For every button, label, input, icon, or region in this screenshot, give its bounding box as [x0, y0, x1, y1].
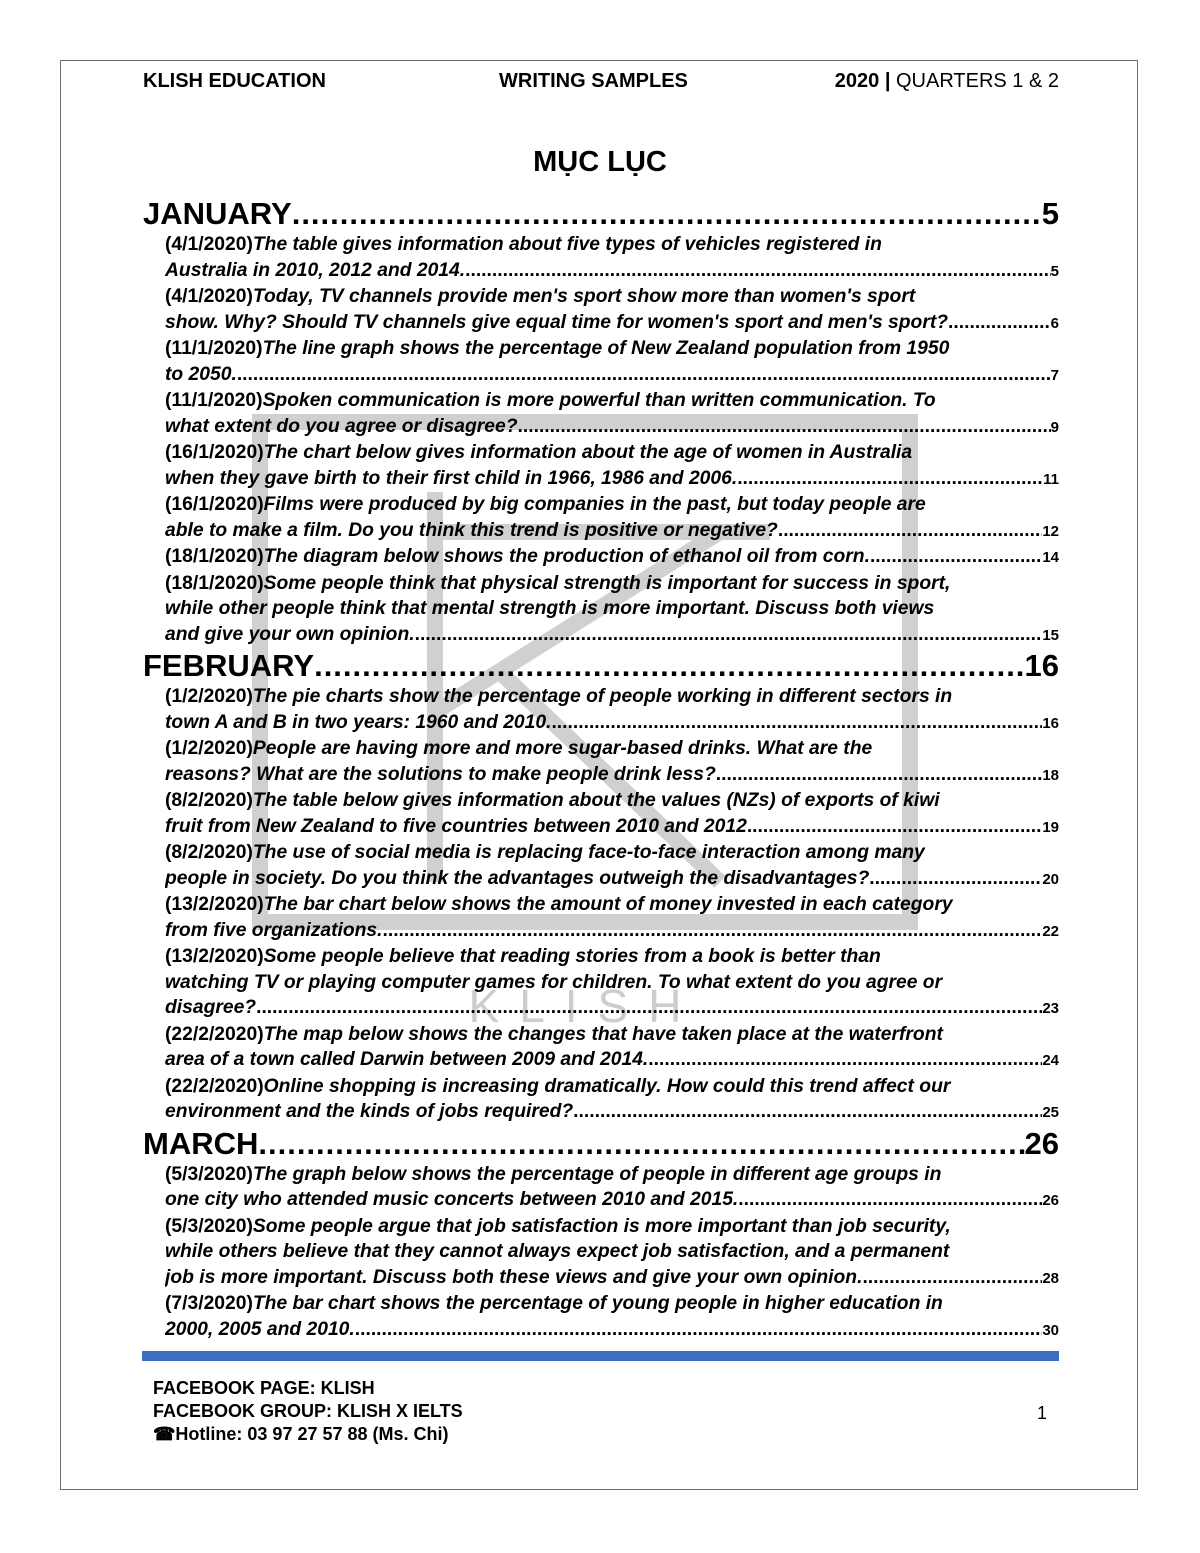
table-of-contents — [143, 196, 1059, 1343]
toc-month-heading[interactable] — [143, 196, 1059, 232]
toc-entry-text: while others believe that they cannot always expect job satisfaction, and a permanent — [165, 1241, 950, 1262]
toc-dot-leader — [256, 995, 1042, 1021]
toc-entry-text: The line graph shows the percentage of New Zealand population from 1950 — [262, 338, 950, 359]
toc-entry-date: (18/1/2020) — [165, 572, 264, 594]
toc-entry-line — [165, 710, 1059, 737]
toc-section — [143, 196, 1059, 648]
toc-dot-leader — [292, 196, 1042, 232]
toc-dot-leader — [862, 1265, 1042, 1291]
toc-entry-line — [165, 1099, 1059, 1126]
toc-entry-line — [165, 736, 1059, 762]
header-year: 2020 | — [834, 70, 891, 92]
toc-dot-leader — [382, 918, 1042, 944]
toc-entry[interactable] — [165, 944, 1059, 1022]
toc-month-page: 16 — [1024, 648, 1059, 683]
toc-entry-text: The chart below gives information about the age of women in Australia — [263, 442, 913, 463]
toc-dot-leader — [237, 362, 1051, 388]
toc-entry-date: (18/1/2020) — [165, 546, 264, 567]
toc-dot-leader — [870, 544, 1042, 570]
toc-entry[interactable] — [165, 892, 1059, 944]
page-header — [143, 70, 1059, 98]
toc-entry-line — [165, 1074, 1059, 1100]
toc-entry-text: from five organizations. — [165, 919, 383, 941]
toc-month-label: JANUARY — [143, 196, 292, 231]
toc-dot-leader — [551, 710, 1042, 736]
toc-entry[interactable] — [165, 1291, 1059, 1343]
toc-entry-text: job is more important. Discuss both these views and give your own opinion. — [165, 1266, 863, 1288]
toc-entry-text: Spoken communication is more powerful than written communication. To — [262, 390, 936, 411]
toc-entry[interactable] — [165, 840, 1059, 892]
toc-entry-text: Films were produced by big companies in the past, but today people are — [263, 494, 926, 515]
toc-entry-text: people in society. Do you think the advantages outweigh the disadvantages? — [165, 867, 870, 889]
toc-dot-leader — [465, 258, 1051, 284]
toc-entry-text: show. Why? Should TV channels give equal time for women's sport and men's sport? — [165, 311, 949, 333]
toc-entry[interactable] — [165, 788, 1059, 840]
toc-entry-line — [165, 1239, 1059, 1265]
toc-entry-text: when they gave birth to their first child in 1966, 1986 and 2006. — [165, 467, 738, 489]
toc-entry-line — [165, 814, 1059, 841]
toc-dot-leader — [355, 1317, 1043, 1343]
page-footer — [153, 1377, 463, 1446]
toc-section — [143, 648, 1059, 1126]
toc-dot-leader — [738, 1187, 1042, 1213]
toc-entry-page: 15 — [1042, 626, 1059, 644]
toc-entry-date: (11/1/2020) — [165, 390, 263, 411]
toc-entry-page: 7 — [1050, 366, 1059, 384]
toc-entry-text: area of a town called Darwin between 2009 and 2014. — [165, 1049, 649, 1070]
toc-entry-text: The table gives information about five types of vehicles registered in — [252, 234, 882, 255]
document-title: MỤC LỤC — [533, 146, 667, 178]
toc-entry-page: 5 — [1050, 262, 1059, 280]
toc-entry-page: 22 — [1042, 922, 1059, 940]
toc-entry-page: 18 — [1042, 766, 1059, 784]
toc-entry-text: one city who attended music concerts between 2010 and 2015. — [165, 1189, 739, 1210]
toc-entry-line — [165, 892, 1059, 918]
toc-entry-page: 14 — [1042, 549, 1059, 566]
footer-facebook-group: FACEBOOK GROUP: KLISH X IELTS — [153, 1401, 463, 1421]
toc-entry-date: (5/3/2020) — [165, 1215, 253, 1237]
toc-entry-date: (1/2/2020) — [165, 686, 253, 707]
toc-entry-date: (16/1/2020) — [165, 442, 264, 463]
toc-entry[interactable] — [165, 336, 1059, 388]
toc-entry-text: and give your own opinion. — [165, 623, 415, 645]
toc-entry-text: The diagram below shows the production of ethanol oil from corn. — [263, 546, 870, 567]
toc-section — [143, 1126, 1059, 1344]
toc-entry-page: 11 — [1043, 470, 1059, 488]
toc-entry-date: (1/2/2020) — [165, 738, 253, 759]
toc-entry-text: able to make a film. Do you think this trend is positive or negative? — [165, 519, 778, 541]
toc-entry[interactable] — [165, 1162, 1059, 1214]
toc-entry-line — [165, 684, 1059, 710]
toc-entry[interactable] — [165, 1214, 1059, 1292]
header-title: WRITING SAMPLES — [499, 70, 688, 92]
toc-month-heading[interactable] — [143, 1126, 1059, 1162]
toc-entry-text: The use of social media is replacing face-to-face interaction among many — [252, 842, 925, 863]
toc-entry-line — [165, 362, 1059, 389]
toc-entry-text: The pie charts show the percentage of people working in different sectors in — [252, 686, 953, 707]
toc-entry-line — [165, 388, 1059, 414]
toc-entry-date: (22/2/2020) — [165, 1075, 264, 1097]
toc-entry-date: (11/1/2020) — [165, 338, 263, 359]
toc-entry-page: 23 — [1042, 1000, 1059, 1017]
toc-dot-leader — [518, 414, 1051, 440]
toc-dot-leader — [573, 1099, 1042, 1125]
toc-entry-line — [165, 866, 1059, 893]
toc-entry[interactable] — [165, 736, 1059, 788]
toc-entry-page: 20 — [1042, 870, 1059, 888]
toc-month-page: 5 — [1041, 196, 1059, 231]
toc-entry-page: 26 — [1042, 1192, 1059, 1209]
toc-entry-line — [165, 995, 1059, 1022]
toc-entry-line — [165, 1187, 1059, 1214]
toc-entry-line — [165, 1317, 1059, 1344]
toc-entry[interactable] — [165, 232, 1059, 284]
toc-entry-date: (13/2/2020) — [165, 894, 264, 915]
toc-dot-leader — [258, 1126, 1024, 1162]
header-brand: KLISH EDUCATION — [143, 70, 326, 92]
toc-entry-text: People are having more and more sugar-based drinks. What are the — [252, 738, 873, 759]
toc-entry-text: watching TV or playing computer games for children. To what extent do you agree or — [165, 971, 943, 993]
toc-entry-text: fruit from New Zealand to five countries between 2010 and 2012 — [165, 815, 747, 837]
toc-entry[interactable] — [165, 684, 1059, 736]
toc-dot-leader — [314, 648, 1024, 684]
toc-dot-leader — [869, 866, 1042, 892]
toc-entry[interactable] — [165, 1022, 1059, 1074]
toc-entry-line — [165, 492, 1059, 518]
toc-entry-text: The table below gives information about the values (NZs) of exports of kiwi — [252, 790, 940, 811]
toc-entry-date: (5/3/2020) — [165, 1163, 253, 1185]
footer-facebook-page: FACEBOOK PAGE: KLISH — [153, 1378, 375, 1398]
toc-entry-date: (8/2/2020) — [165, 790, 253, 811]
toc-entry-line — [165, 970, 1059, 996]
toc-entry-line — [165, 336, 1059, 362]
header-quarters: QUARTERS 1 & 2 — [890, 70, 1059, 92]
toc-entry-line — [165, 1047, 1059, 1074]
toc-entry-page: 6 — [1050, 314, 1059, 332]
toc-entry-text: Today, TV channels provide men's sport show more than women's sport — [252, 286, 916, 307]
toc-entry-text: 2000, 2005 and 2010. — [165, 1318, 355, 1340]
toc-entry-text: The graph below shows the percentage of people in different age groups in — [252, 1163, 942, 1185]
footer-hotline: ☎Hotline: 03 97 27 57 88 (Ms. Chi) — [153, 1424, 449, 1444]
toc-entry-date: (8/2/2020) — [165, 842, 253, 863]
toc-entry-text: The bar chart below shows the amount of money invested in each category — [263, 894, 953, 915]
toc-entry-page: 30 — [1042, 1321, 1059, 1339]
toc-entry-text: The bar chart shows the percentage of young people in higher education in — [252, 1293, 943, 1314]
toc-dot-leader — [747, 814, 1042, 840]
toc-dot-leader — [716, 762, 1043, 788]
toc-month-label: MARCH — [143, 1125, 259, 1161]
toc-entry[interactable] — [165, 492, 1059, 544]
toc-entry[interactable] — [165, 1074, 1059, 1126]
toc-entry-text: while other people think that mental strength is more important. Discuss both views — [165, 598, 935, 619]
toc-entry-date: (16/1/2020) — [165, 494, 264, 515]
toc-entry-page: 16 — [1042, 714, 1059, 732]
toc-entry-text: what extent do you agree or disagree? — [165, 415, 518, 437]
toc-entry-line — [165, 788, 1059, 814]
toc-entry[interactable] — [165, 388, 1059, 440]
toc-entry[interactable] — [165, 544, 1059, 571]
toc-entry-date: (22/2/2020) — [165, 1023, 264, 1045]
toc-entry-line — [165, 258, 1059, 285]
toc-month-heading[interactable] — [143, 648, 1059, 684]
toc-entry-text: disagree? — [165, 997, 257, 1018]
toc-entry-text: Some people believe that reading stories from a book is better than — [263, 946, 881, 967]
toc-entry-text: environment and the kinds of jobs required? — [165, 1101, 574, 1122]
toc-entry-page: 19 — [1042, 818, 1059, 836]
toc-entry[interactable] — [165, 284, 1059, 336]
toc-entry-text: Australia in 2010, 2012 and 2014. — [165, 259, 466, 281]
toc-entry-line — [165, 544, 1059, 571]
toc-entry[interactable] — [165, 440, 1059, 492]
toc-entry-line — [165, 1022, 1059, 1048]
toc-entry-text: to 2050. — [165, 363, 237, 385]
toc-entry-page: 28 — [1042, 1269, 1059, 1287]
toc-entry-date: (13/2/2020) — [165, 946, 264, 967]
toc-entry-line — [165, 284, 1059, 310]
toc-entry-line — [165, 440, 1059, 466]
toc-entry-text: town A and B in two years: 1960 and 2010. — [165, 711, 552, 733]
toc-entry-page: 25 — [1042, 1104, 1059, 1121]
toc-entry[interactable] — [165, 571, 1059, 649]
toc-entry-line — [165, 1291, 1059, 1317]
toc-entry-page: 24 — [1042, 1052, 1059, 1069]
toc-entry-page: 9 — [1050, 418, 1059, 436]
toc-entry-text: reasons? What are the solutions to make people drink less? — [165, 763, 716, 785]
toc-entry-text: Some people argue that job satisfaction is more important than job security, — [252, 1215, 951, 1237]
header-period — [835, 70, 1059, 93]
toc-entry-line — [165, 918, 1059, 945]
toc-entry-line — [165, 232, 1059, 258]
footer-rule — [142, 1351, 1059, 1361]
toc-month-label: FEBRUARY — [143, 648, 315, 683]
toc-entry-date: (7/3/2020) — [165, 1293, 253, 1314]
toc-entry-line — [165, 466, 1059, 493]
toc-entry-line — [165, 1162, 1059, 1188]
toc-entry-line — [165, 414, 1059, 441]
toc-entry-line — [165, 310, 1059, 337]
toc-entry-line — [165, 840, 1059, 866]
toc-entry-text: Online shopping is increasing dramatically. How could this trend affect our — [263, 1075, 951, 1097]
toc-dot-leader — [778, 518, 1042, 544]
toc-entry-line — [165, 622, 1059, 649]
toc-entry-line — [165, 518, 1059, 545]
toc-entry-date: (4/1/2020) — [165, 234, 253, 255]
toc-entry-page: 12 — [1042, 522, 1059, 540]
toc-entry-line — [165, 944, 1059, 970]
toc-dot-leader — [737, 466, 1043, 492]
page-number: 1 — [1037, 1403, 1048, 1423]
toc-month-page: 26 — [1024, 1125, 1059, 1161]
toc-entry-line — [165, 596, 1059, 622]
toc-entry-text: The map below shows the changes that have taken place at the waterfront — [263, 1023, 943, 1045]
toc-dot-leader — [948, 310, 1051, 336]
toc-entry-line — [165, 1214, 1059, 1240]
toc-dot-leader — [648, 1047, 1042, 1073]
watermark-text: KLISH — [468, 980, 702, 1032]
toc-entry-date: (4/1/2020) — [165, 286, 253, 307]
toc-entry-line — [165, 762, 1059, 789]
toc-entry-line — [165, 1265, 1059, 1292]
toc-dot-leader — [415, 622, 1043, 648]
toc-entry-line — [165, 571, 1059, 597]
toc-entry-text: Some people think that physical strength is important for success in sport, — [263, 572, 951, 594]
